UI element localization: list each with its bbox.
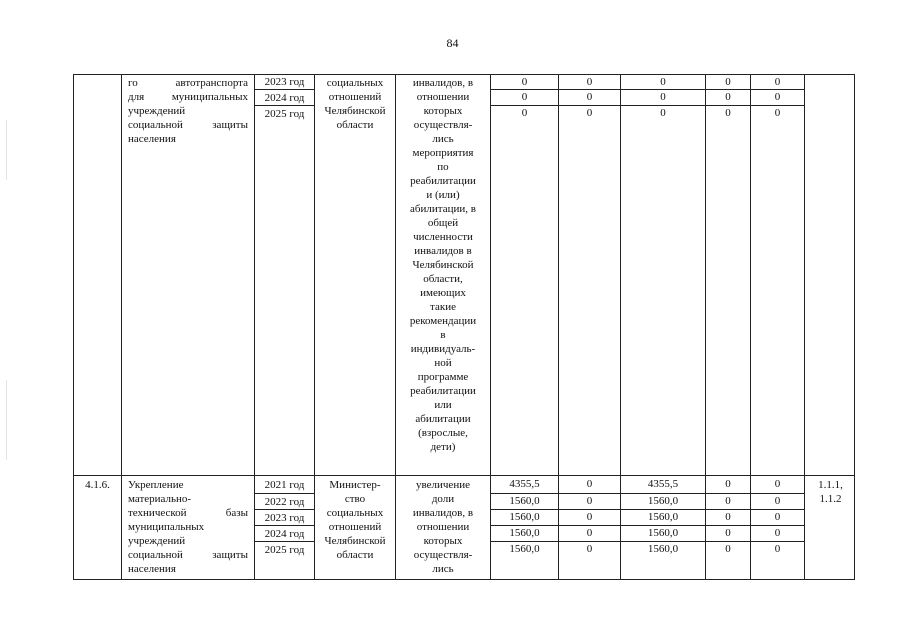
measure-name-line: социальной защиты	[128, 549, 248, 561]
value-divider	[490, 493, 804, 494]
indicator-line: индивидуаль-	[410, 343, 476, 355]
measure-name-line: социальной защиты	[128, 119, 248, 131]
executor-line: Челябинской	[324, 105, 386, 117]
value-cell: 0	[521, 107, 528, 119]
value-cell: 0	[586, 511, 593, 523]
measure-name	[128, 76, 248, 146]
value-cell: 0	[586, 495, 593, 507]
measure-name-line: населения	[128, 133, 176, 145]
value-cell: 0	[774, 527, 781, 539]
year-label: 2025 год	[264, 108, 305, 120]
year-divider	[254, 493, 314, 494]
indicator-line: инвалидов, в	[412, 77, 474, 89]
measure-name-line: учреждений	[128, 105, 186, 117]
year-divider	[254, 525, 314, 526]
value-cell: 0	[725, 495, 731, 507]
indicator-line: осуществля-	[413, 119, 473, 131]
value-cell: 0	[725, 91, 731, 103]
executor	[315, 478, 395, 562]
year-label: 2024 год	[264, 528, 305, 540]
value-cell: 0	[725, 527, 731, 539]
value-cell: 0	[586, 543, 593, 555]
value-divider	[490, 509, 804, 510]
indicator-line: ной	[434, 357, 452, 369]
value-cell: 0	[660, 107, 666, 119]
indicator-line: в	[440, 329, 446, 341]
indicator	[396, 478, 490, 576]
value-cell: 0	[586, 107, 593, 119]
value-cell: 0	[725, 511, 731, 523]
year-divider	[254, 105, 314, 106]
indicator-line: и (или)	[426, 189, 460, 201]
value-cell: 1560,0	[509, 543, 540, 555]
value-cell: 0	[586, 478, 593, 490]
value-cell: 0	[586, 91, 593, 103]
value-cell: 1560,0	[647, 527, 679, 539]
year-label: 2021 год	[264, 479, 305, 491]
indicator-line: отношении	[416, 521, 470, 533]
value-cell: 0	[774, 107, 781, 119]
value-cell: 1560,0	[647, 543, 679, 555]
measure-name	[128, 478, 248, 576]
scan-artifact	[6, 380, 7, 460]
column-divider	[121, 75, 122, 579]
value-cell: 0	[774, 511, 781, 523]
value-cell: 1560,0	[509, 495, 540, 507]
page-number: 84	[446, 36, 459, 50]
value-divider	[490, 105, 804, 106]
measure-name-line: населения	[128, 563, 176, 575]
value-cell: 0	[725, 543, 731, 555]
executor-line: Министер-	[329, 479, 381, 491]
indicator-line: отношении	[416, 91, 470, 103]
year-label: 2023 год	[264, 76, 305, 88]
measure-name-line: для муниципальных	[128, 91, 248, 103]
year-divider	[254, 509, 314, 510]
value-cell: 1560,0	[509, 527, 540, 539]
indicator-line: по	[437, 161, 449, 173]
value-cell: 0	[521, 76, 528, 88]
indicator-line: программе	[417, 371, 469, 383]
executor-line: отношений	[328, 521, 382, 533]
year-label: 2024 год	[264, 92, 305, 104]
indicator-line: реабилитации	[410, 175, 476, 187]
value-cell: 4355,5	[509, 478, 540, 490]
indicator-line: (взрослые,	[418, 427, 468, 439]
indicator-line: реабилитации	[410, 385, 476, 397]
indicator-line: мероприятия	[412, 147, 474, 159]
measure-name-line: Укрепление	[128, 479, 184, 491]
measure-name-line: технической базы	[128, 507, 248, 519]
indicator-line: рекомендации	[409, 315, 477, 327]
executor-line: ство	[344, 493, 366, 505]
indicator-line: абилитации	[415, 413, 471, 425]
indicator-line: имеющих	[420, 287, 466, 299]
value-divider	[490, 89, 804, 90]
measure-name-line: го автотранспорта	[128, 77, 248, 89]
indicator-line: общей	[427, 217, 459, 229]
indicator	[396, 76, 490, 454]
value-cell: 0	[774, 495, 781, 507]
executor-line: области	[336, 549, 374, 561]
value-cell: 0	[774, 478, 781, 490]
indicator-line: осуществля-	[413, 549, 473, 561]
value-cell: 0	[521, 91, 528, 103]
indicator-line: абилитации, в	[410, 203, 476, 215]
executor-line: отношений	[328, 91, 382, 103]
indicator-line: инвалидов в	[414, 245, 472, 257]
indicator-line: лись	[432, 133, 454, 145]
value-cell: 0	[725, 107, 731, 119]
measure-name-line: материально-	[128, 493, 192, 505]
year-divider	[254, 89, 314, 90]
executor-line: Челябинской	[324, 535, 386, 547]
executor-line: социальных	[326, 507, 384, 519]
value-cell: 0	[725, 76, 731, 88]
value-cell: 0	[774, 543, 781, 555]
value-cell: 0	[725, 478, 731, 490]
indicator-line: дети)	[430, 441, 456, 453]
value-cell: 0	[586, 76, 593, 88]
value-cell: 0	[660, 76, 666, 88]
value-cell: 0	[660, 91, 666, 103]
value-divider	[490, 541, 804, 542]
value-cell: 1560,0	[647, 511, 679, 523]
measure-name-line: муниципальных	[128, 521, 205, 533]
scan-artifact	[6, 120, 7, 180]
executor-line: социальных	[326, 77, 384, 89]
indicator-line: инвалидов, в	[412, 507, 474, 519]
value-cell: 4355,5	[647, 478, 679, 490]
value-cell: 0	[774, 91, 781, 103]
column-divider	[254, 75, 255, 579]
measure-name-line: учреждений	[128, 535, 186, 547]
value-cell: 1560,0	[647, 495, 679, 507]
year-label: 2022 год	[264, 496, 305, 508]
indicator-line: численности	[413, 231, 473, 243]
indicator-line: увеличение	[416, 479, 470, 491]
indicator-line: лись	[432, 563, 454, 575]
year-label: 2025 год	[264, 544, 305, 556]
year-label: 2023 год	[264, 512, 305, 524]
indicator-line: такие	[430, 301, 456, 313]
indicator-line: доли	[431, 493, 455, 505]
reference-line: 1.1.2	[819, 493, 842, 505]
reference	[805, 478, 856, 506]
row-divider	[74, 475, 854, 476]
program-table	[73, 74, 855, 580]
indicator-line: которых	[423, 535, 463, 547]
value-cell: 1560,0	[509, 511, 540, 523]
indicator-line: области,	[423, 273, 463, 285]
value-divider	[490, 525, 804, 526]
value-cell: 0	[774, 76, 781, 88]
executor-line: области	[336, 119, 374, 131]
value-cell: 0	[586, 527, 593, 539]
reference-line: 1.1.1,	[818, 479, 843, 491]
year-divider	[254, 541, 314, 542]
executor	[315, 76, 395, 132]
indicator-line: которых	[423, 105, 463, 117]
indicator-line: или	[434, 399, 452, 411]
indicator-line: Челябинской	[412, 259, 474, 271]
measure-number: 4.1.6.	[85, 479, 110, 491]
